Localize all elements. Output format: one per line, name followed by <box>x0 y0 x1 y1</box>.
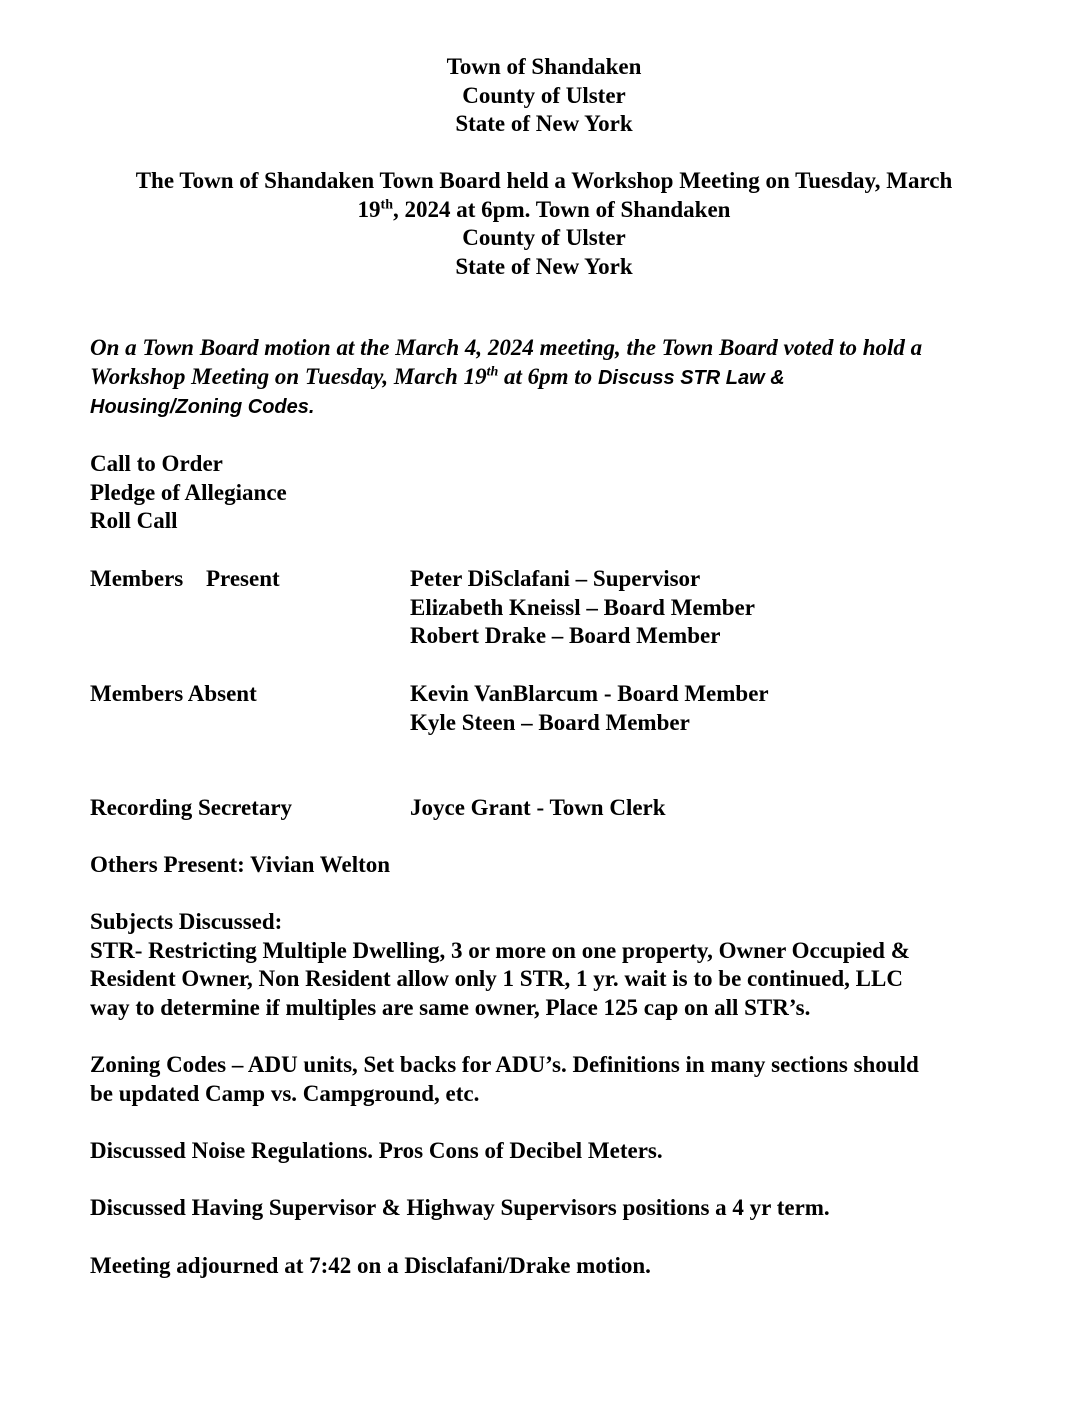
meeting-day-suffix: th <box>380 196 393 212</box>
agenda-item: Roll Call <box>90 508 178 534</box>
subjects-section <box>90 908 1010 1022</box>
county-name: County of Ulster <box>462 82 626 108</box>
motion-line-2-start: Workshop Meeting on Tuesday, March 19 <box>90 363 487 389</box>
recording-secretary-name: Joyce Grant - Town Clerk <box>410 795 666 820</box>
motion-line-2-mid: at 6pm to <box>498 363 598 389</box>
subjects-heading: Subjects Discussed: <box>90 909 283 934</box>
members-absent-label: Members Absent <box>90 681 257 706</box>
str-line: STR- Restricting Multiple Dwelling, 3 or more on one property, Owner Occupied & <box>90 937 910 963</box>
others-present: Others Present: Vivian Welton <box>90 852 391 877</box>
motion-line-1: On a Town Board motion at the March 4, 2024 meeting, the Town Board voted to hold a <box>90 335 923 360</box>
member-name: Kyle Steen – Board Member <box>410 709 690 735</box>
motion-line-2-topic: Discuss STR Law & <box>597 366 785 389</box>
members-present-label: Members <box>90 566 184 591</box>
motion-day-suffix: th <box>486 363 499 379</box>
meeting-state: State of New York <box>455 253 633 279</box>
town-header <box>0 53 1088 139</box>
adjournment: Meeting adjourned at 7:42 on a Disclafani/Drake motion. <box>90 1253 651 1278</box>
member-name: Robert Drake – Board Member <box>410 623 721 649</box>
agenda-list <box>90 450 1010 536</box>
zoning-line: be updated Camp vs. Campground, etc. <box>90 1080 480 1106</box>
town-name: Town of Shandaken <box>446 54 642 79</box>
recording-secretary-label: Recording Secretary <box>90 795 293 820</box>
noise-regulations: Discussed Noise Regulations. Pros Cons of Decibel Meters. <box>90 1138 663 1163</box>
zoning-section <box>90 1051 1010 1108</box>
motion-line-3 <box>90 392 1020 422</box>
meeting-title-line: The Town of Shandaken Town Board held a Workshop Meeting on Tuesday, March <box>135 168 953 193</box>
str-line: Resident Owner, Non Resident allow only 1 STR, 1 yr. wait is to be continued, LLC <box>90 966 903 992</box>
member-name: Kevin VanBlarcum - Board Member <box>410 681 769 706</box>
meeting-date-rest: , 2024 at 6pm. Town of Shandaken <box>393 196 731 222</box>
member-name: Elizabeth Kneissl – Board Member <box>410 594 755 620</box>
state-name: State of New York <box>455 111 633 137</box>
agenda-item: Call to Order <box>90 451 223 476</box>
member-name: Peter DiSclafani – Supervisor <box>410 566 701 591</box>
meeting-header <box>0 167 1088 281</box>
meeting-date-line <box>0 196 1088 225</box>
members-present-label-b: Present <box>206 566 280 591</box>
meeting-day: 19 <box>357 196 381 222</box>
zoning-line: Zoning Codes – ADU units, Set backs for ADU’s. Definitions in many sections should <box>90 1052 919 1077</box>
str-line: way to determine if multiples are same owner, Place 125 cap on all STR’s. <box>90 994 811 1020</box>
term-discussion: Discussed Having Supervisor & Highway Supervisors positions a 4 yr term. <box>90 1195 830 1220</box>
meeting-county: County of Ulster <box>462 225 626 251</box>
agenda-item: Pledge of Allegiance <box>90 479 287 505</box>
motion-statement <box>90 334 1020 422</box>
motion-line-2 <box>90 363 1020 393</box>
motion-line-3-topic: Housing/Zoning Codes. <box>90 396 315 419</box>
